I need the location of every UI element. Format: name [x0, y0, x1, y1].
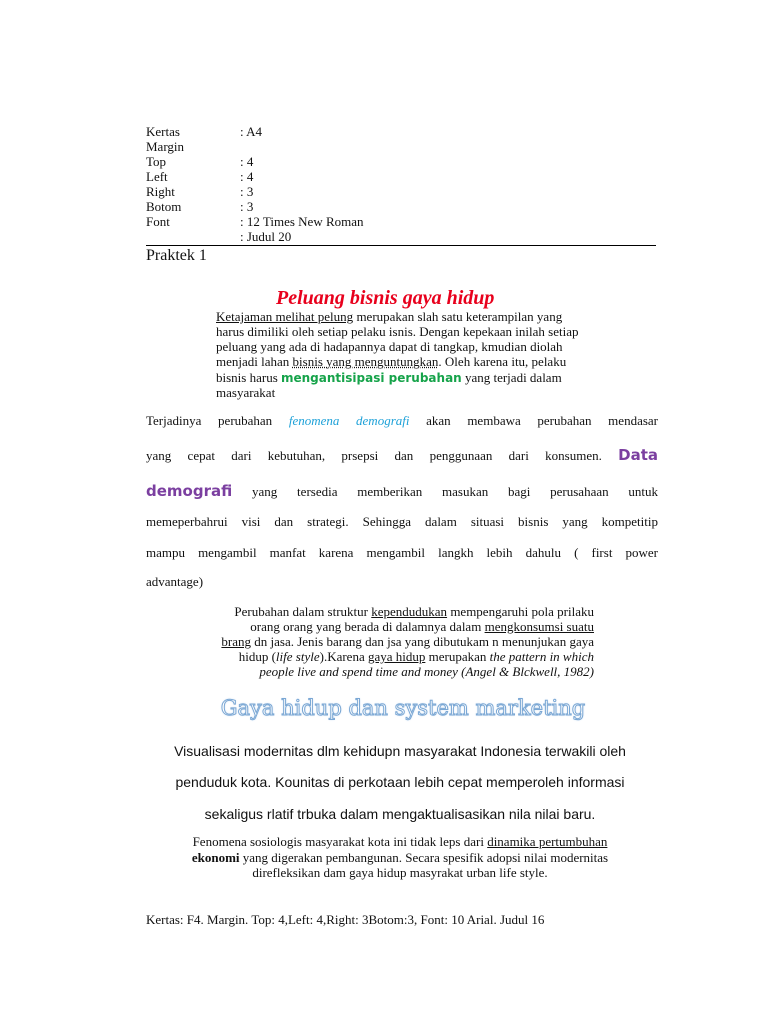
- text-line: Perubahan dalam struktur kependudukan mempengaruhi pola prilaku: [234, 604, 594, 619]
- footer-note: Kertas: F4. Margin. Top: 4,Left: 4,Right: 3Botom:3, Font: 10 Arial. Judul 16: [146, 912, 545, 927]
- title-gaya-hidup: Gaya hidup dan system marketing: [220, 696, 586, 720]
- spec-row: Botom : 3: [146, 199, 254, 214]
- spec-row: Top : 4: [146, 154, 254, 169]
- spec-row: Kertas : A4: [146, 124, 263, 139]
- praktek-heading: Praktek 1: [146, 247, 207, 264]
- text-line: memeperbahrui visi dan strategi. Sehingga dalam situasi bisnis yang kompetitip: [146, 514, 658, 529]
- text-line: harus dimiliki oleh setiap pelaku isnis. Dengan kepekaan inilah setiap: [216, 324, 579, 339]
- text-line: mampu mengambil manfat karena mengambil langkh lebih dahulu ( first power: [146, 545, 658, 560]
- text-line: Fenomena sosiologis masyarakat kota ini tidak leps dari dinamika pertumbuhan: [192, 834, 608, 849]
- spec-row: Right : 3: [146, 184, 254, 199]
- spec-row: Left : 4: [146, 169, 254, 184]
- text-line: bisnis harus mengantisipasi perubahan yang terjadi dalam: [216, 370, 562, 385]
- title-peluang: Peluang bisnis gaya hidup: [276, 287, 495, 309]
- text-line: advantage): [146, 574, 204, 589]
- text-line: Visualisasi modernitas dlm kehidupn masyarakat Indonesia terwakili oleh: [174, 743, 626, 759]
- text-line: sekaligus rlatif trbuka dalam mengaktualisasikan nila nilai baru.: [204, 806, 596, 822]
- text-line: peluang yang ada di hadapannya dapat di tangkap, kmudian diolah: [216, 339, 563, 354]
- text-line: yang cepat dari kebutuhan, prsepsi dan penggunaan dari konsumen. Data: [146, 446, 658, 464]
- text-line: orang orang yang berada di dalamnya dalam mengkonsumsi suatu: [250, 619, 594, 634]
- text-line: Terjadinya perubahan fenomena demografi akan membawa perubahan mendasar: [146, 413, 658, 428]
- text-line: ekonomi yang digerakan pembangunan. Secara spesifik adopsi nilai modernitas: [191, 850, 609, 865]
- text-line: penduduk kota. Kounitas di perkotaan lebih cepat memperoleh informasi: [175, 774, 625, 790]
- text-line: menjadi lahan bisnis yang menguntungkan. Oleh karena itu, pelaku: [216, 354, 567, 369]
- spec-row: Font : 12 Times New Roman: [146, 214, 364, 229]
- text-line: demografi yang tersedia memberikan masukan bagi perusahaan untuk: [146, 482, 659, 500]
- divider: [146, 245, 656, 246]
- text-line: masyarakat: [216, 385, 276, 400]
- spec-row: : Judul 20: [240, 229, 292, 244]
- text-line: Ketajaman melihat pelung merupakan slah satu keterampilan yang: [216, 309, 563, 324]
- text-line: brang dn jasa. Jenis barang dan jsa yang dibutukam n menunjukan gaya: [221, 634, 594, 649]
- text-line: direfleksikan dam gaya hidup masyrakat urban life style.: [252, 865, 548, 880]
- text-line: hidup (life style).Karena gaya hidup merupakan the pattern in which: [238, 649, 594, 664]
- spec-row: Margin: [146, 139, 185, 154]
- text-line: people live and spend time and money (Angel & Blckwell, 1982): [259, 664, 594, 679]
